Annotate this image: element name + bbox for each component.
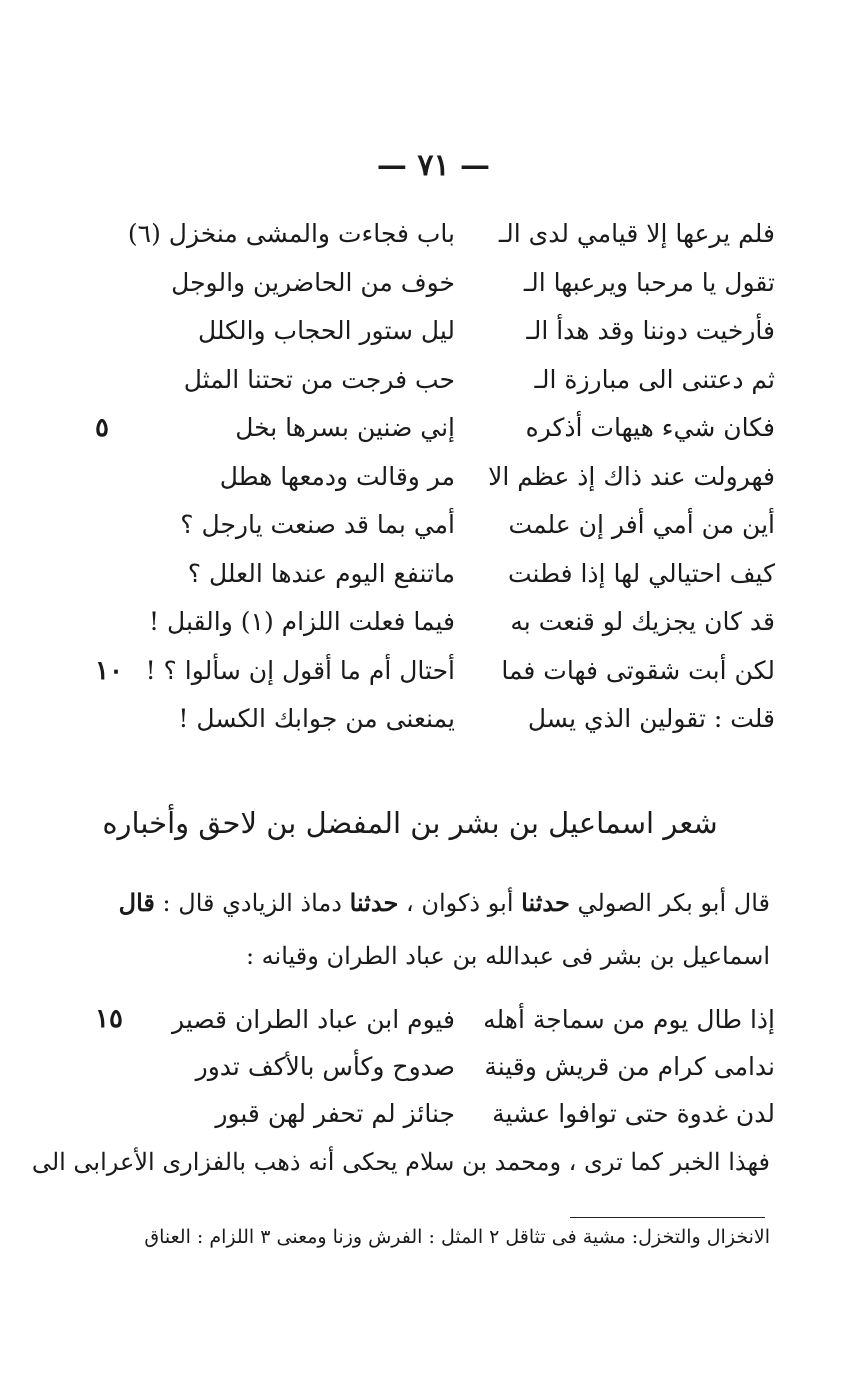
verse-line	[95, 259, 775, 308]
verse-right-hemistich: قد كان يجزيك لو قنعت به	[510, 607, 775, 636]
poem-block-1	[95, 210, 775, 744]
verse-left-hemistich: جنائز لم تحفر لهن قبور	[215, 1099, 455, 1128]
verse-line	[95, 550, 775, 599]
verse-line	[95, 695, 775, 744]
line-number: ٥	[95, 413, 109, 443]
page-number: — ٧١ —	[376, 148, 491, 183]
verse-line	[95, 501, 775, 550]
verse-left-hemistich: فيما فعلت اللزام (١) والقبل !	[149, 607, 455, 636]
verse-line	[95, 1043, 775, 1090]
verse-right-hemistich: كيف احتيالي لها إذا فطنت	[507, 558, 775, 588]
poem-block-2	[95, 996, 775, 1137]
verse-left-hemistich: حب فرجت من تحتنا المثل	[183, 364, 455, 394]
prose-text: دماذ الزيادي قال :	[162, 889, 342, 917]
verse-left-hemistich: مر وقالت ودمعها هطل	[219, 461, 455, 491]
verse-left-hemistich: أحتال أم ما أقول إن سألوا ؟ !	[145, 655, 455, 685]
footnote-divider	[570, 1217, 765, 1218]
verse-right-hemistich: لدن غدوة حتى توافوا عشية	[492, 1099, 775, 1128]
line-number: ١٠	[95, 655, 123, 686]
verse-right-hemistich: ندامى كرام من قريش وقينة	[484, 1052, 775, 1081]
verse-line	[95, 996, 775, 1043]
verse-right-hemistich: تقول يا مرحبا ويرعبها الـ	[523, 267, 775, 297]
prose-emphasis: حدثنا	[349, 888, 399, 917]
verse-right-hemistich: فهرولت عند ذاك إذ عظم الا	[488, 461, 775, 491]
verse-line	[95, 356, 775, 405]
verse-right-hemistich: أين من أمي أفر إن علمت	[508, 510, 775, 539]
verse-line	[95, 404, 775, 453]
prose-emphasis: حدثنا	[521, 888, 570, 917]
prose-text: أبو ذكوان ،	[405, 889, 514, 917]
verse-line	[95, 210, 775, 259]
verse-left-hemistich: فيوم ابن عباد الطران قصير	[172, 1005, 455, 1034]
verse-left-hemistich: باب فجاءت والمشى منخزل (٦)	[127, 219, 455, 248]
verse-right-hemistich: فكان شيء هيهات أذكره	[525, 413, 775, 442]
verse-left-hemistich: إني ضنين بسرها بخل	[235, 413, 455, 442]
verse-line	[95, 647, 775, 696]
verse-left-hemistich: أمي بما قد صنعت يارجل ؟	[180, 510, 455, 539]
verse-left-hemistich: صدوح وكأس بالأكف تدور	[195, 1052, 455, 1081]
verse-left-hemistich: ماتنفع اليوم عندها العلل ؟	[187, 558, 455, 588]
verse-right-hemistich: ثم دعتنى الى مبارزة الـ	[534, 364, 775, 394]
verse-line	[95, 307, 775, 356]
prose-line: اسماعيل بن بشر فى عبدالله بن عباد الطران وقيانه :	[245, 942, 770, 970]
verse-line	[95, 1090, 775, 1137]
prose-text: قال أبو بكر الصولي	[577, 889, 770, 917]
line-number: ١٥	[95, 1004, 123, 1034]
verse-left-hemistich: ليل ستور الحجاب والكلل	[197, 316, 455, 345]
verse-right-hemistich: قلت : تقولين الذي يسل	[527, 704, 775, 733]
section-heading: شعر اسماعيل بن بشر بن المفضل بن لاحق وأخباره	[102, 806, 718, 840]
verse-right-hemistich: لكن أبت شقوتى فهات فما	[501, 655, 775, 685]
verse-right-hemistich: فلم يرعها إلا قيامي لدى الـ	[498, 219, 775, 248]
footnotes: الانخزال والتخزل: مشية فى تثاقل ٢ المثل : الفرش وزنا ومعنى ٣ اللزام : العناق	[144, 1226, 770, 1248]
prose-line: فهذا الخبر كما ترى ، ومحمد بن سلام يحكى أنه ذهب بالفزارى الأعرابى الى	[31, 1148, 770, 1176]
verse-left-hemistich: يمنعنى من جوابك الكسل !	[178, 704, 455, 733]
verse-left-hemistich: خوف من الحاضرين والوجل	[171, 267, 455, 297]
prose-line	[110, 888, 770, 917]
verse-line	[95, 453, 775, 502]
verse-line	[95, 598, 775, 647]
verse-right-hemistich: فأرخيت دوننا وقد هدأ الـ	[526, 316, 775, 345]
prose-emphasis: قال	[118, 888, 155, 917]
verse-right-hemistich: إذا طال يوم من سماجة أهله	[483, 1005, 775, 1034]
